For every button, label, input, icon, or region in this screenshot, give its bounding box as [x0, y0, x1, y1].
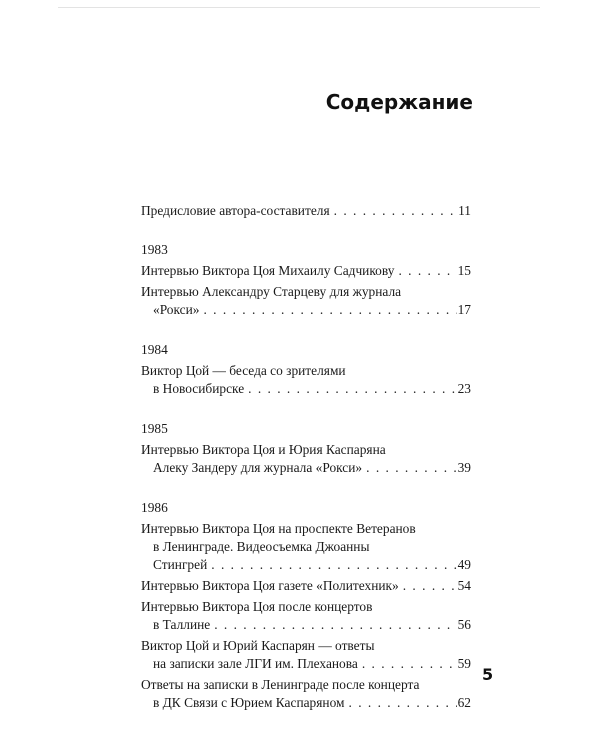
section-year-heading: 1985: [141, 421, 168, 436]
toc-entry-text: в ДК Связи с Юрием Каспаряном: [153, 695, 345, 710]
dot-leader: [214, 616, 456, 634]
toc-section: [141, 499, 471, 712]
toc-entry-text: Интервью Виктора Цоя Михаилу Садчикову: [141, 263, 395, 278]
toc-entry-last-line: [141, 577, 471, 595]
toc-entry-page: 17: [457, 302, 471, 317]
toc-entry-page: 39: [457, 460, 471, 475]
toc-entry-line: Интервью Виктора Цоя на проспекте Ветеранов: [141, 521, 416, 536]
toc-entry-page: 23: [457, 381, 471, 396]
toc-section: [141, 241, 471, 319]
toc-entry-text: «Рокси»: [153, 302, 200, 317]
dot-leader: [403, 577, 457, 595]
toc-entry-line: в Ленинграде. Видеосъемка Джоанны: [153, 539, 370, 554]
toc-entry[interactable]: [141, 362, 471, 398]
toc-entry[interactable]: [141, 637, 471, 673]
toc-entry[interactable]: [141, 262, 471, 280]
toc-entry[interactable]: [141, 441, 471, 477]
toc-entry-last-line: [141, 262, 471, 280]
dot-leader: [349, 694, 457, 712]
section-year-heading: 1983: [141, 242, 168, 257]
toc-section: [141, 420, 471, 477]
toc-entry-last-line: [141, 301, 471, 319]
dot-leader: [211, 556, 456, 574]
toc-section: [141, 202, 471, 220]
toc-entry[interactable]: [141, 598, 471, 634]
toc-entry-text: Алеку Зандеру для журнала «Рокси»: [153, 460, 363, 475]
toc-entry[interactable]: [141, 520, 471, 574]
dot-leader: [362, 655, 457, 673]
table-of-contents: [141, 202, 471, 734]
toc-entry-text: на записки зале ЛГИ им. Плеханова: [153, 656, 358, 671]
toc-entry-page: 11: [458, 203, 471, 218]
toc-entry-text: в Новосибирске: [153, 381, 245, 396]
dot-leader: [366, 459, 456, 477]
toc-entry-line: Интервью Виктора Цоя после концертов: [141, 599, 373, 614]
toc-entry-line: Ответы на записки в Ленинграде после концерта: [141, 677, 420, 692]
toc-entry-text: Стингрей: [153, 557, 208, 572]
toc-entry-line: Интервью Виктора Цоя и Юрия Каспаряна: [141, 442, 386, 457]
toc-entry-last-line: [141, 556, 471, 574]
toc-entry-page: 59: [457, 656, 471, 671]
toc-entry-page: 15: [457, 263, 471, 278]
dot-leader: [334, 202, 457, 220]
dot-leader: [248, 380, 456, 398]
toc-entry-last-line: [141, 459, 471, 477]
toc-entry-page: 49: [457, 557, 471, 572]
toc-entry[interactable]: [141, 577, 471, 595]
toc-section: [141, 341, 471, 398]
toc-entry-last-line: [141, 655, 471, 673]
section-year-heading: 1984: [141, 342, 168, 357]
toc-entry-text: в Таллине: [153, 617, 211, 632]
toc-entry-page: 54: [457, 578, 471, 593]
toc-entry[interactable]: [141, 283, 471, 319]
section-year-heading: 1986: [141, 500, 168, 515]
toc-entry-page: 62: [457, 695, 471, 710]
toc-entry[interactable]: [141, 676, 471, 712]
toc-entry-text: Предисловие автора-составителя: [141, 203, 330, 218]
top-divider-line: [58, 7, 540, 8]
page-title: Содержание: [325, 90, 473, 114]
dot-leader: [398, 262, 456, 280]
toc-entry[interactable]: [141, 202, 471, 220]
toc-entry-line: Интервью Александру Старцеву для журнала: [141, 284, 402, 299]
toc-entry-last-line: [141, 694, 471, 712]
page-number: 5: [482, 665, 494, 684]
toc-entry-page: 56: [457, 617, 471, 632]
toc-entry-line: Виктор Цой — беседа со зрителями: [141, 363, 346, 378]
toc-entry-last-line: [141, 380, 471, 398]
toc-entry-line: Виктор Цой и Юрий Каспарян — ответы: [141, 638, 375, 653]
toc-entry-last-line: [141, 202, 471, 220]
dot-leader: [203, 301, 456, 319]
toc-entry-text: Интервью Виктора Цоя газете «Политехник»: [141, 578, 399, 593]
toc-entry-last-line: [141, 616, 471, 634]
